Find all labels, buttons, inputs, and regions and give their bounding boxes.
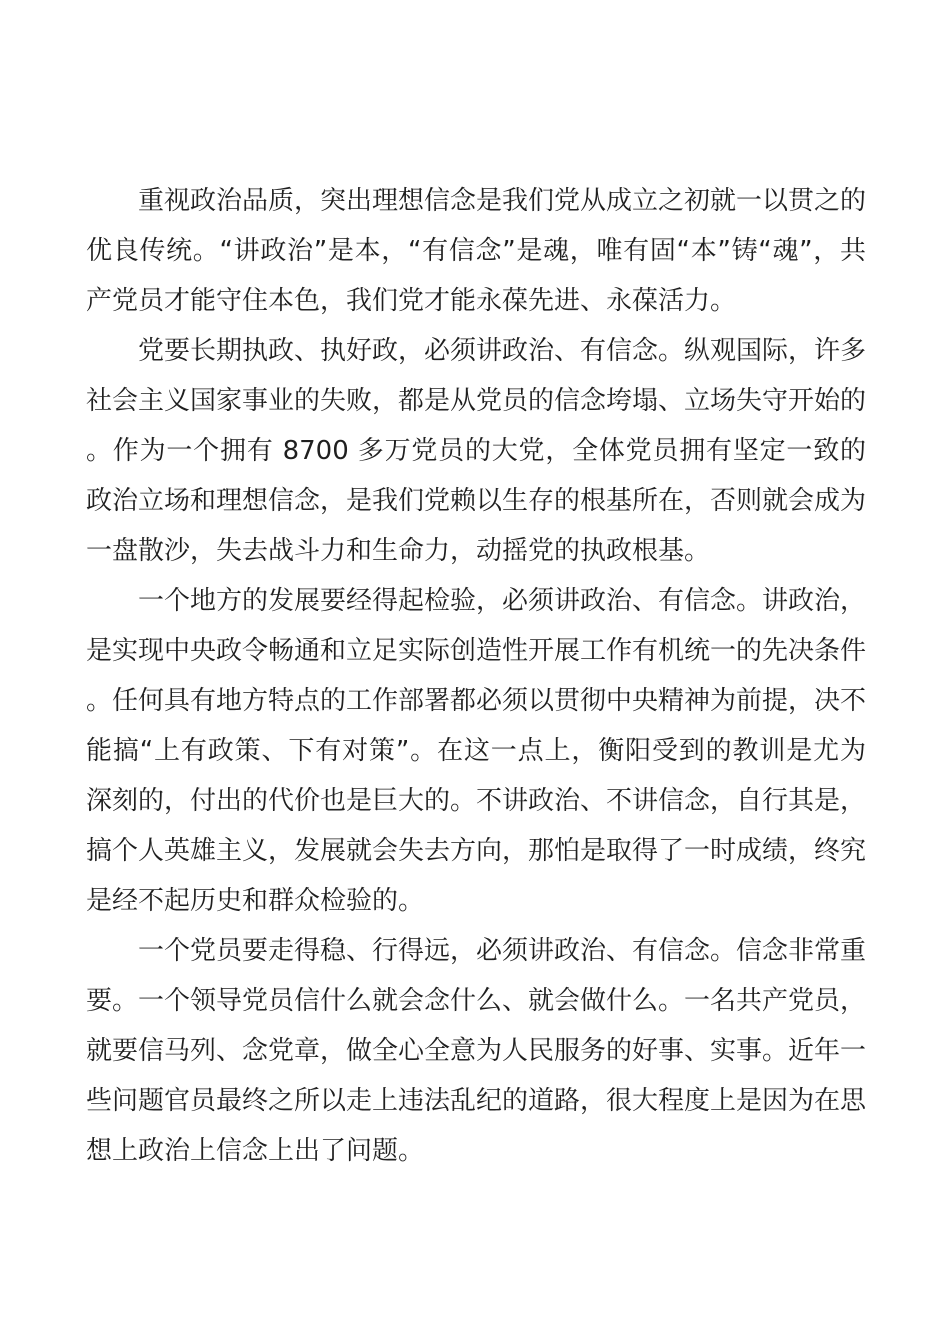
paragraph-3: 一个地方的发展要经得起检验，必须讲政治、有信念。讲政治，是实现中央政令畅通和立足实际创造性开展工作有机统一的先决条件。任何具有地方特点的工作部署都必须以贯彻中央精神为前提，决不能搞“上有政策、下有对策”。在这一点上，衡阳受到的教训是尤为深刻的，付出的代价也是巨大的。不讲政治、不讲信念，自行其是，搞个人英雄主义，发展就会失去方向，那怕是取得了一时成绩，终究是经不起历史和群众检验的。 [86,586,867,916]
paragraph-1: 重视政治品质，突出理想信念是我们党从成立之初就一以贯之的优良传统。“讲政治”是本，“有信念”是魂，唯有固“本”铸“魂”，共产党员才能守住本色，我们党才能永葆先进、永葆活力。 [86,186,867,316]
paragraph-4: 一个党员要走得稳、行得远，必须讲政治、有信念。信念非常重要。一个领导党员信什么就会念什么、就会做什么。一名共产党员，就要信马列、念党章，做全心全意为人民服务的好事、实事。近年一些问题官员最终之所以走上违法乱纪的道路，很大程度上是因为在思想上政治上信念上出了问题。 [86,936,867,1166]
paragraph-2: 党要长期执政、执好政，必须讲政治、有信念。纵观国际，许多社会主义国家事业的失败，都是从党员的信念垮塌、立场失守开始的。作为一个拥有 8700 多万党员的大党，全体党员拥有坚定一致的政治立场和理想信念，是我们党赖以生存的根基所在，否则就会成为一盘散沙，失去战斗力和生命力，动摇党的执政根基。 [86,336,867,566]
document-body [86,176,866,1176]
